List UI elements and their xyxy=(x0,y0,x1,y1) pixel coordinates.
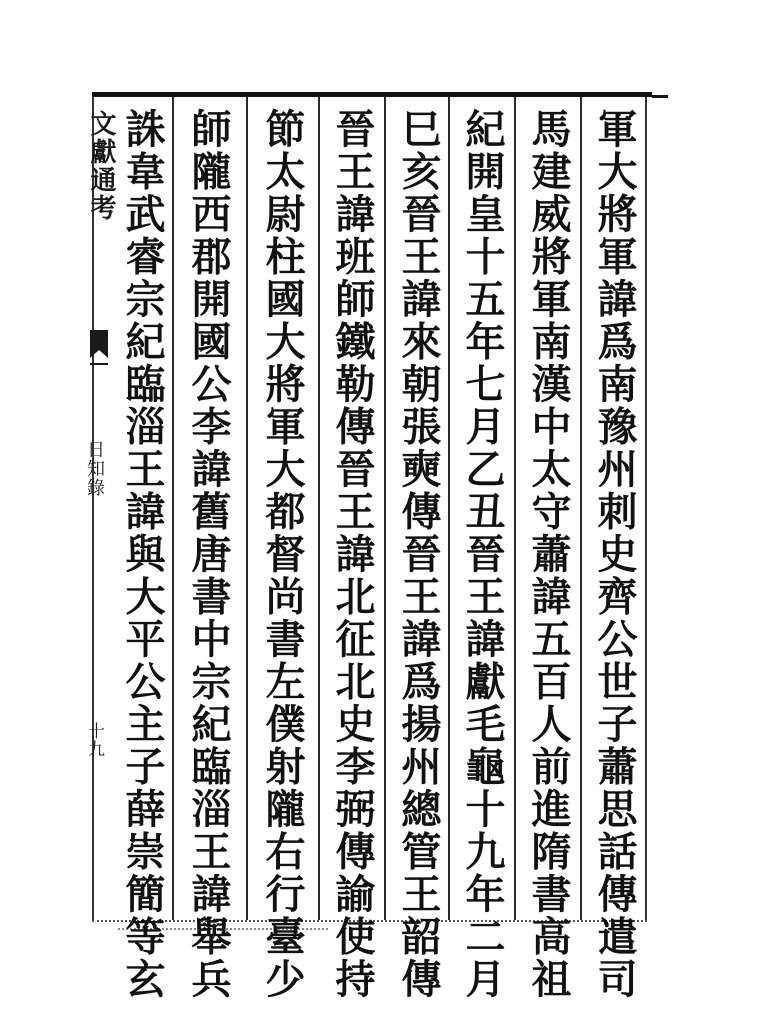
banxin-page-number: 十九 xyxy=(84,722,104,758)
column-divider xyxy=(580,97,582,920)
text-column-5: 晉王諱班師鐵勒傳晉王諱北征北史李弼傳諭使持 xyxy=(329,108,376,1001)
banxin-book-title: 文獻通考 xyxy=(86,110,116,222)
text-column-4: 巳亥晉王諱來朝張奭傳晉王諱爲揚州總管王韶傳 xyxy=(395,108,442,1001)
fishtail-mark-icon xyxy=(88,328,110,366)
text-column-2: 馬建威將軍南漢中太守蕭諱五百人前進隋書高祖 xyxy=(525,108,572,1001)
text-column-6: 節太尉柱國大將軍大都督尚書左僕射隴右行臺少 xyxy=(259,108,306,1001)
banxin-chapter-title: 日知錄 xyxy=(84,440,105,497)
top-border-rule xyxy=(92,92,652,97)
text-column-8: 誅韋武睿宗紀臨淄王諱與大平公主子薛崇簡等玄 xyxy=(119,108,166,1001)
column-divider xyxy=(318,97,320,920)
right-frame-line xyxy=(645,97,647,920)
top-border-tab xyxy=(652,95,668,98)
text-column-7: 師隴西郡開國公李諱舊唐書中宗紀臨淄王諱舉兵 xyxy=(185,108,232,1001)
column-divider xyxy=(246,97,248,920)
column-divider xyxy=(448,97,450,920)
text-column-3: 紀開皇十五年七月乙丑晉王諱獻毛龜十九年二月 xyxy=(459,108,506,1001)
text-column-1: 軍大將軍諱爲南豫州刺史齊公世子蕭思話傳遣司 xyxy=(591,108,638,1001)
column-divider xyxy=(514,97,516,920)
column-divider xyxy=(384,97,386,920)
column-divider xyxy=(172,97,174,920)
